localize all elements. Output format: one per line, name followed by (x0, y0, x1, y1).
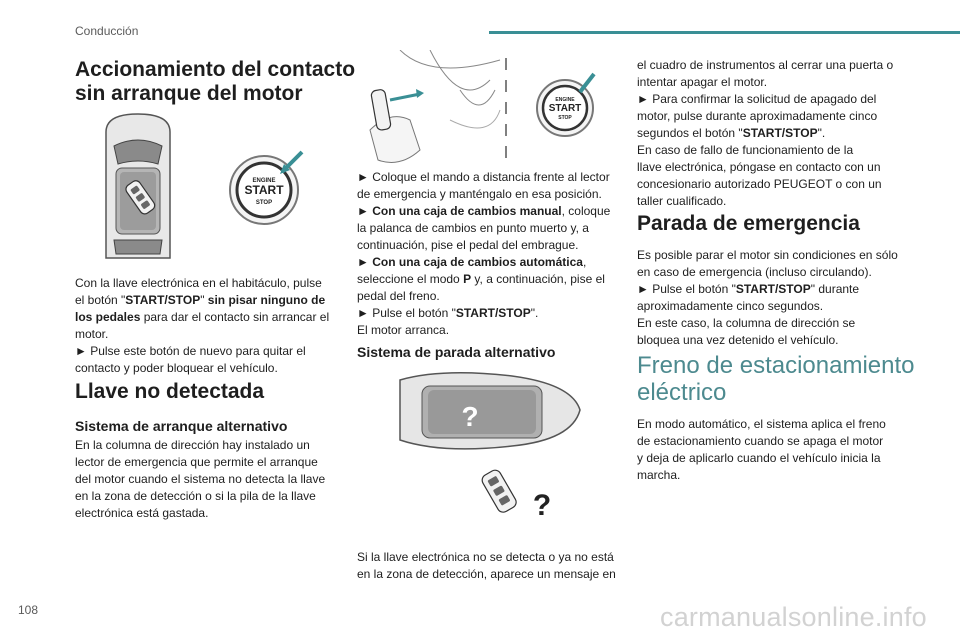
emergency-reader-illustration (360, 50, 610, 170)
svg-text:START: START (548, 103, 582, 114)
heading-parada-emergencia: Parada de emergencia (637, 212, 860, 235)
heading-llave-no-detectada: Llave no detectada (75, 380, 265, 403)
svg-text:STOP: STOP (255, 200, 273, 206)
key-not-detected-illustration (392, 370, 592, 530)
car-top-view-icon (400, 373, 580, 449)
page-number: 108 (18, 603, 39, 617)
paragraph-arranque-alternativo: En la columna de dirección hay instalado un lector de emergencia que permite el arranque del motor cuando el sistema no detecta la llave en la zona de detección o si la pila de la llave electrónica está gastada. (75, 438, 326, 520)
header-accent-bar (489, 31, 960, 34)
svg-text:ENGINE: ENGINE (555, 97, 575, 103)
steering-column-icon (400, 50, 500, 128)
heading-freno-estacionamiento: Freno de estacionamiento eléctrico (637, 352, 915, 406)
svg-text:STOP: STOP (558, 115, 572, 121)
svg-text:ENGINE: ENGINE (252, 178, 276, 184)
paragraph-key-not-detected: Si la llave electrónica no se detecta o ya no está en la zona de detección, aparece un mensaje en (357, 550, 616, 581)
car-key-illustration (100, 112, 310, 262)
electronic-key-icon (480, 468, 518, 514)
engine-start-stop-button-icon (537, 74, 594, 136)
paragraph-emergency-steps: ► Coloque el mando a distancia frente al lector de emergencia y manténgalo en esa posición. ► Con una caja de cambios manual, coloque la palanca de cambios en punto muerto y, a continuación, pise el pedal del embrague. ► Con una caja de cambios automática, seleccione el modo P y, a continuación, pise el pedal del freno. ► Pulse el botón "START/STOP". El motor arranca. (357, 170, 611, 337)
paragraph-freno: En modo automático, el sistema aplica el freno de estacionamiento cuando se apaga el motor y deja de aplicarlo cuando el vehículo inicia la marcha. (637, 417, 886, 482)
paragraph-apagado: el cuadro de instrumentos al cerrar una puerta o intentar apagar el motor. ► Para confirmar la solicitud de apagado del motor, pulse durante aproximadamente cinco segundos el botón "START/STOP". En caso de fallo de funcionamiento de la llave electrónica, póngase en contacto con un concesionario autorizado PEUGEOT o con un taller cualificado. (637, 58, 894, 208)
section-title-contacto: Accionamiento del contacto sin arranque del motor (75, 58, 356, 105)
paragraph-contacto: Con la llave electrónica en el habitáculo, pulse el botón "START/STOP" sin pisar ninguno de los pedales para dar el contacto sin arrancar el motor. ► Pulse este botón de nuevo para quitar el contacto y poder bloquear el vehículo. (75, 276, 330, 375)
svg-text:?: ? (461, 401, 479, 432)
hand-holding-key-icon (370, 89, 424, 163)
question-mark-icon: ? (532, 489, 552, 522)
svg-text:START: START (244, 183, 284, 197)
running-header: Conducción (75, 24, 139, 38)
watermark: carmanualsonline.info (660, 602, 927, 632)
heading-sistema-parada-alternativo: Sistema de parada alternativo (357, 344, 556, 360)
engine-start-stop-button-icon (230, 152, 302, 224)
paragraph-parada-emergencia: Es posible parar el motor sin condiciones en sólo en caso de emergencia (incluso circulando). ► Pulse el botón "START/STOP" durante aproximadamente cinco segundos. En este caso, la columna de dirección se bloquea una vez detenido el vehículo. (637, 248, 898, 347)
heading-sistema-arranque-alternativo: Sistema de arranque alternativo (75, 418, 288, 434)
